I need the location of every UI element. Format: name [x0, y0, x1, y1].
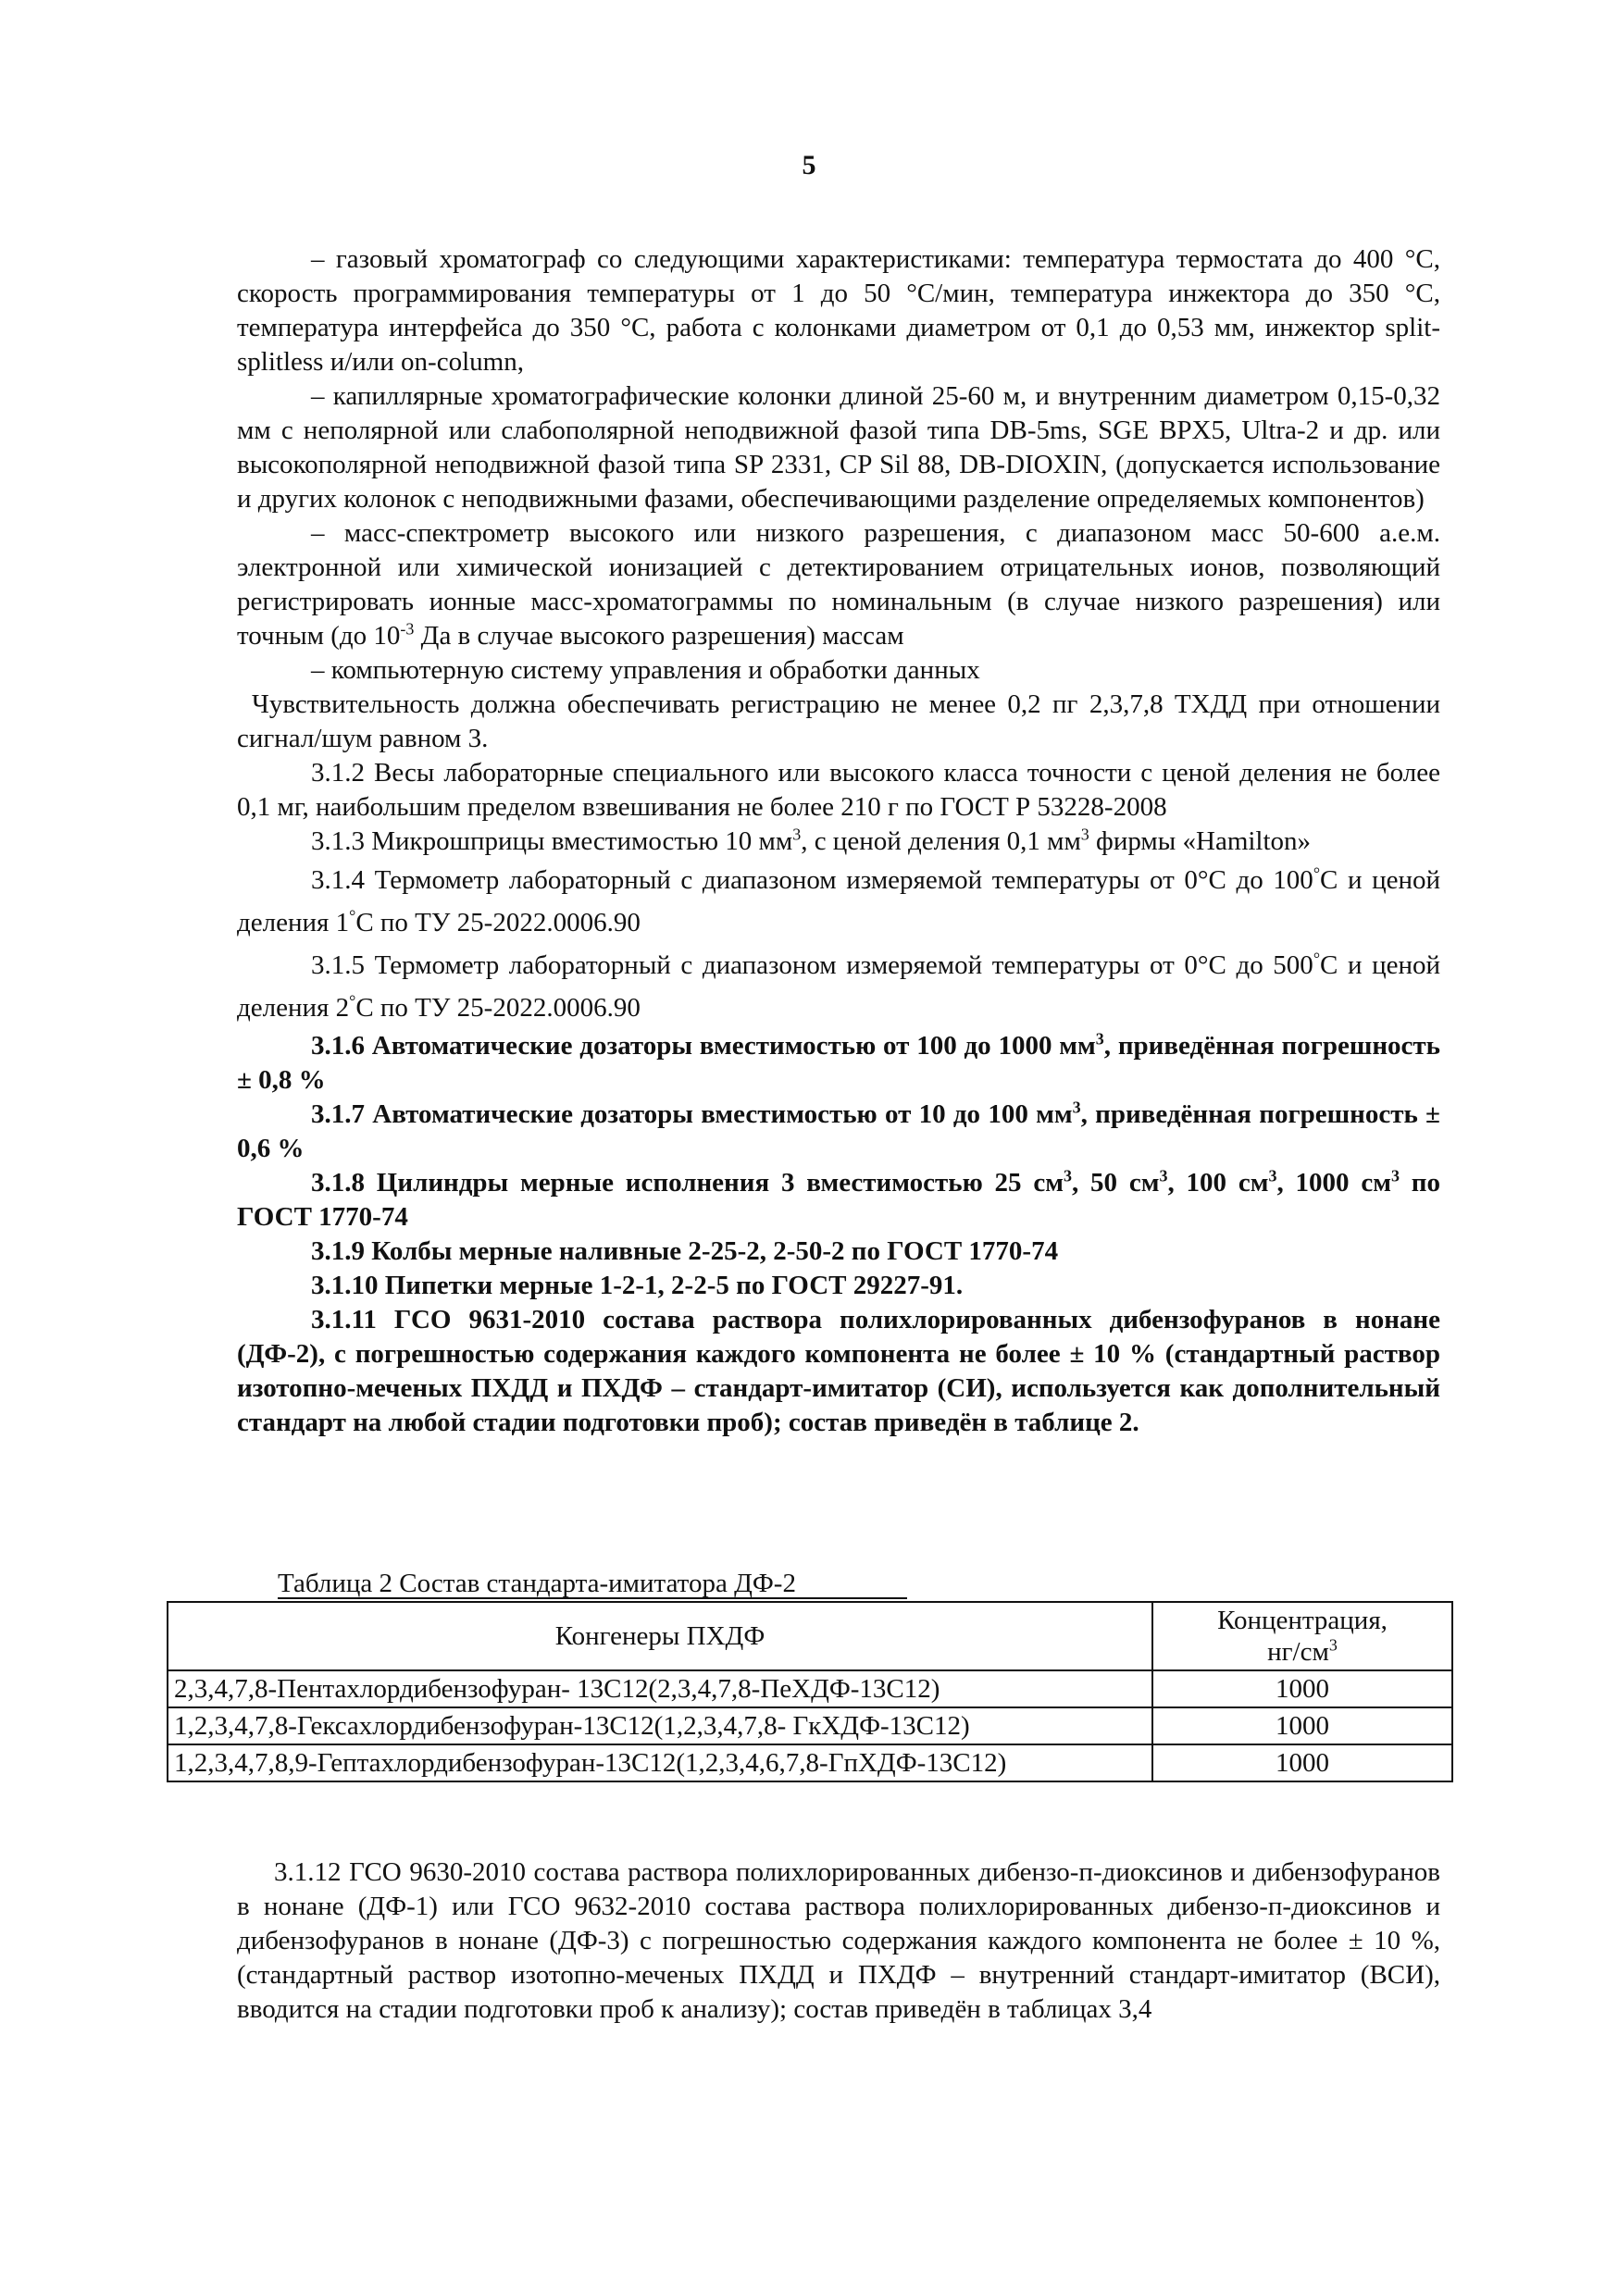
- paragraph-3-1-10: 3.1.10 Пипетки мерные 1-2-1, 2-2-5 по ГОСТ 29227-91.: [311, 1271, 964, 1300]
- paragraph-sensitivity: Чувствительность должна обеспечивать регистрацию не менее 0,2 пг 2,3,7,8 ТХДД при отношении сигнал/шум равном 3.: [237, 689, 1440, 753]
- paragraph-gas-chromatograph: – газовый хроматограф со следующими характеристиками: температура термостата до 400 °С, скорость программирования температуры от 1 до 50 °С/мин, температура инжектора до 350 °С, температура интерфейса до 350 °С, работа с колонками диаметром от 0,1 до 0,53 мм, инжектор split-splitless и/или on-column,: [237, 244, 1440, 377]
- congener-name: 2,3,4,7,8-Пентахлордибензофуран- 13С12(2,3,4,7,8-ПеХДФ-13С12): [168, 1670, 1152, 1707]
- header-concentration: Концентрация, $нг/см^3$: [1152, 1602, 1452, 1670]
- table-caption: Таблица 2 Состав стандарта-имитатора ДФ-2: [278, 1569, 796, 1598]
- paragraph-3-1-3: 3.1.3 Микрошприцы вместимостью 10 $мм^3$, с ценой деления 0,1 $мм^3$ фирмы «Hamilton»: [311, 825, 1312, 856]
- table-row: [168, 1670, 1452, 1707]
- header-congeners: Конгенеры ПХДФ: [168, 1602, 1152, 1670]
- table-row: [168, 1744, 1452, 1781]
- paragraph-3-1-12: 3.1.12 ГСО 9630-2010 состава раствора полихлорированных дибензо-п-диоксинов и дибензофуранов в нонане (ДФ-1) или ГСО 9632-2010 состава раствора полихлорированных дибензо-п-диоксинов и дибензофуранов в нонане (ДФ-3) с погрешностью содержания каждого компонента не более ± 10 %, (стандартный раствор изотопно-меченых ПХДД и ПХДФ – внутренний стандарт-имитатор (ВСИ), вводится на стадии подготовки проб к анализу); состав приведён в таблицах 3,4: [237, 1857, 1440, 2024]
- congener-name: 1,2,3,4,7,8-Гексахлордибензофуран-13С12(1,2,3,4,7,8- ГкХДФ-13С12): [168, 1707, 1152, 1744]
- congener-concentration: 1000: [1152, 1744, 1452, 1781]
- paragraph-3-1-2: 3.1.2 Весы лабораторные специального или высокого класса точности с ценой деления не более 0,1 мг, наибольшим пределом взвешивания не более 210 г по ГОСТ Р 53228-2008: [237, 758, 1440, 822]
- page-number: 5: [802, 150, 816, 180]
- paragraph-computer-system: – компьютерную систему управления и обработки данных: [311, 655, 980, 685]
- paragraph-3-1-11: 3.1.11 ГСО 9631-2010 состава раствора полихлорированных дибензофуранов в нонане (ДФ-2), с погрешностью содержания каждого компонента не более ± 10 % (стандартный раствор изотопно-меченых ПХДД и ПХДФ – стандарт-имитатор (СИ), используется как дополнительный стандарт на любой стадии подготовки проб); состав приведён в таблице 2.: [237, 1305, 1440, 1437]
- paragraph-3-1-6: 3.1.6 Автоматические дозаторы вместимостью от 100 до 1000 $мм^3$, приведённая погрешность ± 0,8 %: [237, 1029, 1440, 1095]
- caption-underline: [278, 1597, 907, 1599]
- paragraph-3-1-5: 3.1.5 Термометр лабораторный с диапазоном измеряемой температуры от 0°С до 500°С и ценой деления 2°С по ТУ 25-2022.0006.90: [237, 949, 1441, 1023]
- table-header-row: [168, 1602, 1452, 1670]
- paragraph-3-1-9: 3.1.9 Колбы мерные наливные 2-25-2, 2-50-2 по ГОСТ 1770-74: [311, 1236, 1059, 1266]
- paragraph-3-1-7: 3.1.7 Автоматические дозаторы вместимостью от 10 до 100 $мм^3$, приведённая погрешность ± 0,6 %: [237, 1098, 1440, 1163]
- congener-concentration: 1000: [1152, 1670, 1452, 1707]
- paragraph-mass-spectrometer: – масс-спектрометр высокого или низкого разрешения, с диапазоном масс 50-600 а.е.м. электронной или химической ионизацией с детектированием отрицательных ионов, позволяющий регистрировать ионные масс-хроматограммы по номинальным (в случае низкого разрешения) или точным (до $10^{-3}$ Да в случае высокого разрешения) массам: [237, 518, 1440, 651]
- closing-text: [237, 1855, 1440, 2027]
- congener-name: 1,2,3,4,7,8,9-Гептахлордибензофуран-13С12(1,2,3,4,6,7,8-ГпХДФ-13С12): [168, 1744, 1152, 1781]
- congener-concentration: 1000: [1152, 1707, 1452, 1744]
- paragraph-capillary-columns: – капиллярные хроматографические колонки длиной 25-60 м, и внутренним диаметром 0,15-0,32 мм с неполярной или слабополярной неподвижной фазой типа DB-5ms, SGE BPX5, Ultra-2 и др. или высокополярной неподвижной фазой типа SP 2331, CP Sil 88, DB-DIOXIN, (допускается использование и других колонок с неподвижными фазами, обеспечивающими разделение определяемых компонентов): [237, 381, 1440, 514]
- table-row: [168, 1707, 1452, 1744]
- paragraph-3-1-4: 3.1.4 Термометр лабораторный с диапазоном измеряемой температуры от 0°С до 100°С и ценой деления 1°С по ТУ 25-2022.0006.90: [237, 863, 1441, 937]
- body-text: [237, 242, 1440, 1440]
- composition-table: [167, 1601, 1453, 1782]
- paragraph-3-1-8: 3.1.8 Цилиндры мерные исполнения 3 вместимостью 25 $см^3$, 50 $см^3$, 100 $см^3$, 1000 $см^3$ по ГОСТ 1770-74: [237, 1166, 1441, 1232]
